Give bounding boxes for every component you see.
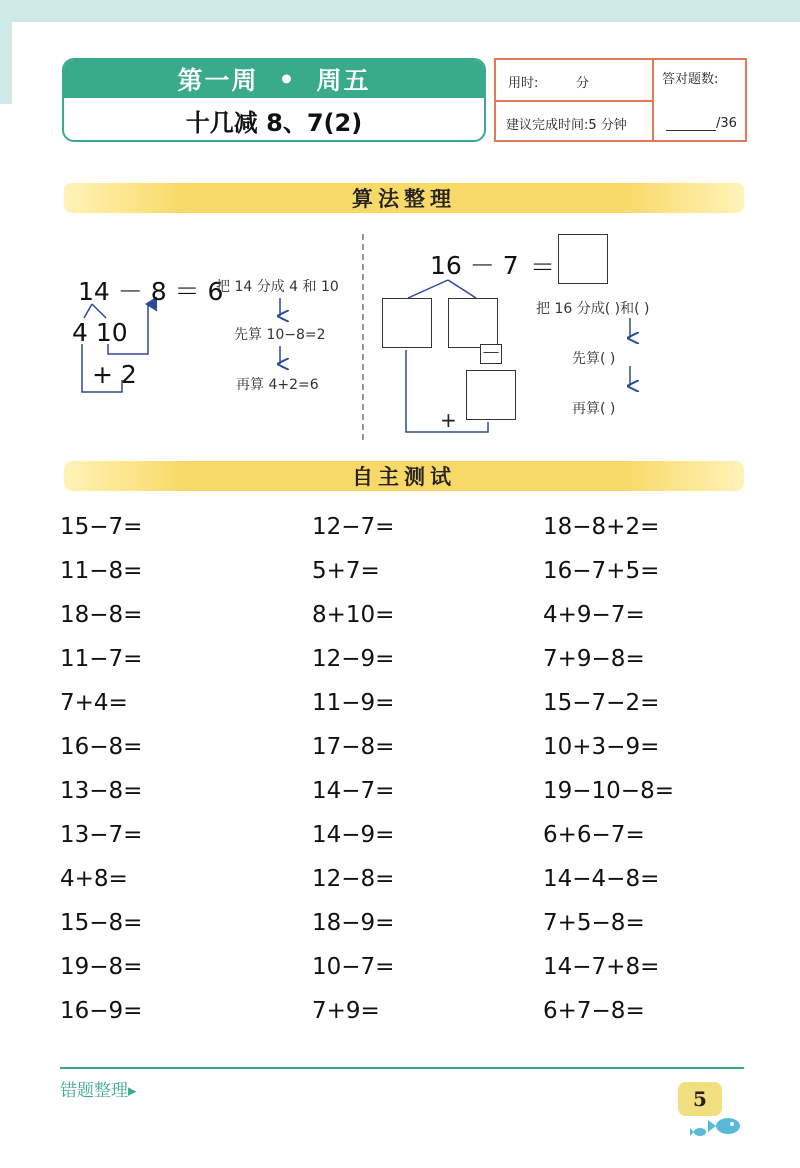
title-week-day [64,60,484,98]
exercise-item[interactable]: 16−8= [60,734,143,760]
exercise-item[interactable]: 18−9= [312,910,395,936]
right-minus-mark: － [481,341,501,365]
method-banner: 算法整理 [64,183,744,213]
score-divider-vertical [652,60,654,140]
score-box [494,58,747,142]
exercise-item[interactable]: 8+10= [312,602,395,628]
left-bottom: + 2 [92,360,137,389]
left-step-1: 把 14 分成 4 和 10 [216,279,339,295]
title-box [62,58,486,142]
bullet-dot: • [278,64,297,94]
exercise-item[interactable]: 12−9= [312,646,395,672]
score-blank[interactable] [666,117,716,131]
left-step-2: 先算 10−8=2 [234,327,326,343]
exercise-item[interactable]: 13−8= [60,778,143,804]
left-equation: 14 － 8 ＝ 6 [78,277,224,306]
right-plus-mark: + [440,408,457,432]
exercise-item[interactable]: 5+7= [312,558,380,584]
exercise-item[interactable]: 19−10−8= [543,778,674,804]
exercise-item[interactable]: 11−7= [60,646,143,672]
split-box-left[interactable] [382,298,432,348]
score-total-value: /36 [716,116,737,131]
exercise-item[interactable]: 10−7= [312,954,395,980]
right-step-2: 先算( ) [572,351,616,367]
correct-count-label: 答对题数: [662,72,719,87]
exercise-item[interactable]: 16−7+5= [543,558,660,584]
exercise-item[interactable]: 11−8= [60,558,143,584]
exercise-item[interactable]: 13−7= [60,822,143,848]
time-used-label: 用时: [508,76,539,91]
left-step-3: 再算 4+2=6 [236,377,319,393]
example-divider [362,234,364,440]
right-step-3: 再算( ) [572,401,616,417]
result-box[interactable] [466,370,516,420]
self-test-banner: 自主测试 [64,461,744,491]
minute-label: 分 [576,76,590,91]
right-split-lines [408,280,476,298]
exercise-item[interactable]: 19−8= [60,954,143,980]
exercise-item[interactable]: 7+9= [312,998,380,1024]
page-number: 5 [678,1082,722,1116]
exercise-item[interactable]: 14−7= [312,778,395,804]
week-label: 第一周 [177,66,259,95]
exercise-item[interactable]: 15−7= [60,514,143,540]
exercise-item[interactable]: 10+3−9= [543,734,660,760]
exercise-item[interactable]: 18−8= [60,602,143,628]
exercise-item[interactable]: 11−9= [312,690,395,716]
exercise-item[interactable]: 15−8= [60,910,143,936]
exercise-item[interactable]: 7+5−8= [543,910,645,936]
right-equals: ＝ [530,253,556,282]
exercise-item[interactable]: 14−7+8= [543,954,660,980]
exercise-item[interactable]: 4+9−7= [543,602,645,628]
right-equation: 16 － 7 [430,251,519,280]
exercise-item[interactable]: 14−4−8= [543,866,660,892]
exercise-item[interactable]: 12−8= [312,866,395,892]
day-label: 周五 [316,66,371,95]
exercise-item[interactable]: 16−9= [60,998,143,1024]
answer-box[interactable] [558,234,608,284]
exercise-item[interactable]: 4+8= [60,866,128,892]
lesson-title: 十几减 8、7(2) [185,108,363,137]
example-area [64,226,754,444]
right-step-1: 把 16 分成( )和( ) [536,301,650,317]
score-total [666,116,737,131]
exercise-item[interactable]: 17−8= [312,734,395,760]
exercise-item[interactable]: 6+6−7= [543,822,645,848]
exercise-item[interactable]: 14−9= [312,822,395,848]
exercise-item[interactable]: 18−8+2= [543,514,660,540]
footer-line [60,1067,744,1069]
score-divider-horizontal [496,100,652,102]
fish-decoration-icon [688,1112,748,1142]
exercise-item[interactable]: 6+7−8= [543,998,645,1024]
exercise-item[interactable]: 7+4= [60,690,128,716]
mistake-review-label: 错题整理▸ [60,1081,137,1101]
left-split: 4 10 [72,318,128,347]
exercise-item[interactable]: 7+9−8= [543,646,645,672]
exercise-item[interactable]: 15−7−2= [543,690,660,716]
exercise-item[interactable]: 12−7= [312,514,395,540]
suggested-time-label: 建议完成时间:5 分钟 [506,118,627,133]
